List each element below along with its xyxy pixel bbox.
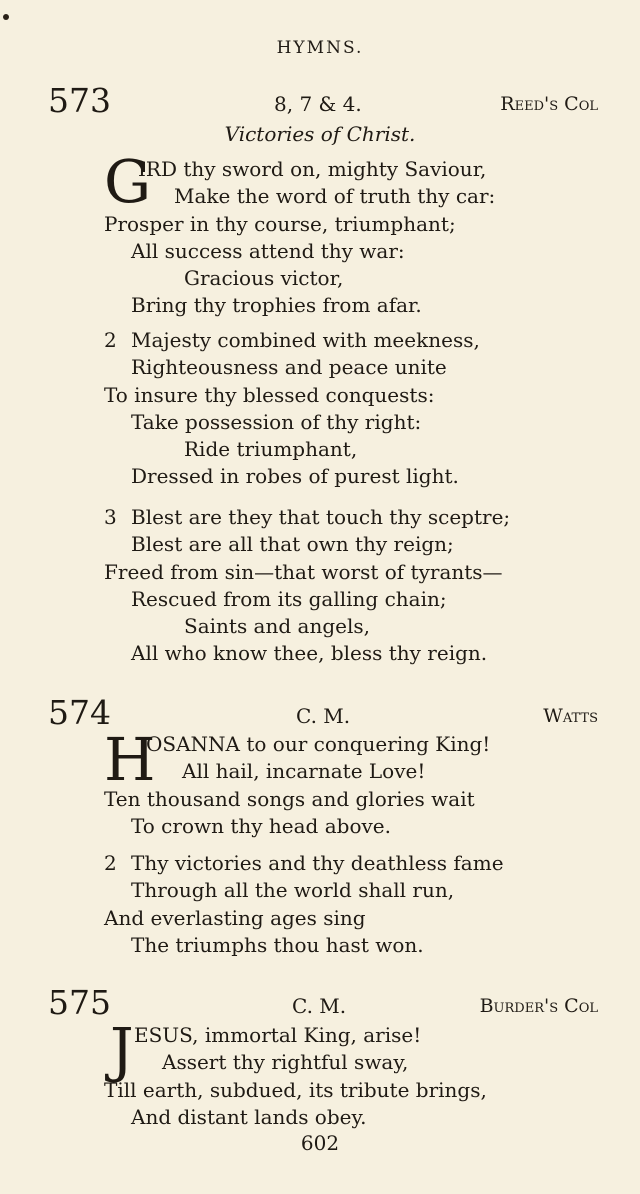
verse-line: All who know thee, bless thy reign. xyxy=(131,641,488,666)
hymn-573-heading xyxy=(0,81,640,120)
verse-line: Freed from sin—that worst of tyrants— xyxy=(104,559,503,584)
verse-line: IRD thy sword on, mighty Saviour, xyxy=(138,157,487,181)
verse-line: Ride triumphant, xyxy=(184,437,358,462)
hymn-source: Watts xyxy=(543,705,598,727)
hymn-number: 573 xyxy=(48,81,111,120)
verse-line: Blest are they that touch thy sceptre; xyxy=(131,505,511,529)
hymn-meter: C. M. xyxy=(296,704,351,728)
verse-line: Till earth, subdued, its tribute brings, xyxy=(104,1077,487,1102)
hymn-573-stanza-2 xyxy=(104,327,624,491)
verse-line: Thy victories and thy deathless fame xyxy=(131,851,504,875)
hymn-source: Reed's Col xyxy=(500,93,598,115)
hymn-573-stanza-3 xyxy=(104,504,624,668)
verse-line: Saints and angels, xyxy=(184,614,370,639)
verse-line: ESUS, immortal King, arise! xyxy=(134,1023,422,1047)
drop-cap: H xyxy=(104,725,156,794)
verse-line: Through all the world shall run, xyxy=(131,878,455,903)
hymn-575-heading xyxy=(0,983,640,1022)
hymn-574-heading xyxy=(0,693,640,732)
verse-line: Assert thy rightful sway, xyxy=(162,1050,409,1075)
page-number: 602 xyxy=(300,1131,340,1155)
verse-line: Blest are all that own thy reign; xyxy=(131,532,454,557)
ink-speck xyxy=(3,14,9,20)
hymn-source: Burder's Col xyxy=(479,995,598,1017)
verse-line: And everlasting ages sing xyxy=(104,905,366,930)
hymn-title: Victories of Christ. xyxy=(224,122,416,146)
hymn-number: 575 xyxy=(48,983,111,1022)
stanza-number: 2 xyxy=(104,851,117,875)
verse-line: Rescued from its galling chain; xyxy=(131,586,447,611)
verse-line: Ten thousand songs and glories wait xyxy=(104,786,475,811)
page-header: HYMNS. xyxy=(276,38,364,58)
stanza-number: 2 xyxy=(104,328,117,352)
hymn-574-stanza-2 xyxy=(104,850,624,959)
verse-line: And distant lands obey. xyxy=(131,1104,367,1129)
verse-line: OSANNA to our conquering King! xyxy=(146,732,491,756)
verse-line: Take possession of thy right: xyxy=(131,409,422,434)
hymn-meter: 8, 7 & 4. xyxy=(274,92,362,116)
hymn-574-stanza-1 xyxy=(104,725,624,840)
drop-cap: J xyxy=(110,1015,134,1084)
verse-line: Prosper in thy course, triumphant; xyxy=(104,211,456,236)
verse-line: To insure thy blessed conquests: xyxy=(104,382,435,407)
verse-line: All hail, incarnate Love! xyxy=(182,759,426,784)
hymn-meter: C. M. xyxy=(292,994,347,1018)
stanza-number: 3 xyxy=(104,505,117,529)
verse-line: Righteousness and peace unite xyxy=(131,355,447,380)
verse-line: Majesty combined with meekness, xyxy=(131,328,480,352)
verse-line: Make the word of truth thy car: xyxy=(174,184,496,209)
verse-line: All success attend thy war: xyxy=(131,238,405,263)
verse-line: Bring thy trophies from afar. xyxy=(131,293,422,318)
verse-line: The triumphs thou hast won. xyxy=(131,932,424,957)
verse-line: Gracious victor, xyxy=(184,266,344,291)
hymn-number: 574 xyxy=(48,693,111,732)
verse-line: Dressed in robes of purest light. xyxy=(131,464,459,489)
drop-cap: G xyxy=(104,147,152,216)
hymn-575-stanza-1 xyxy=(104,1015,624,1131)
verse-line: To crown thy head above. xyxy=(131,813,391,838)
hymn-573-stanza-1 xyxy=(104,156,624,320)
